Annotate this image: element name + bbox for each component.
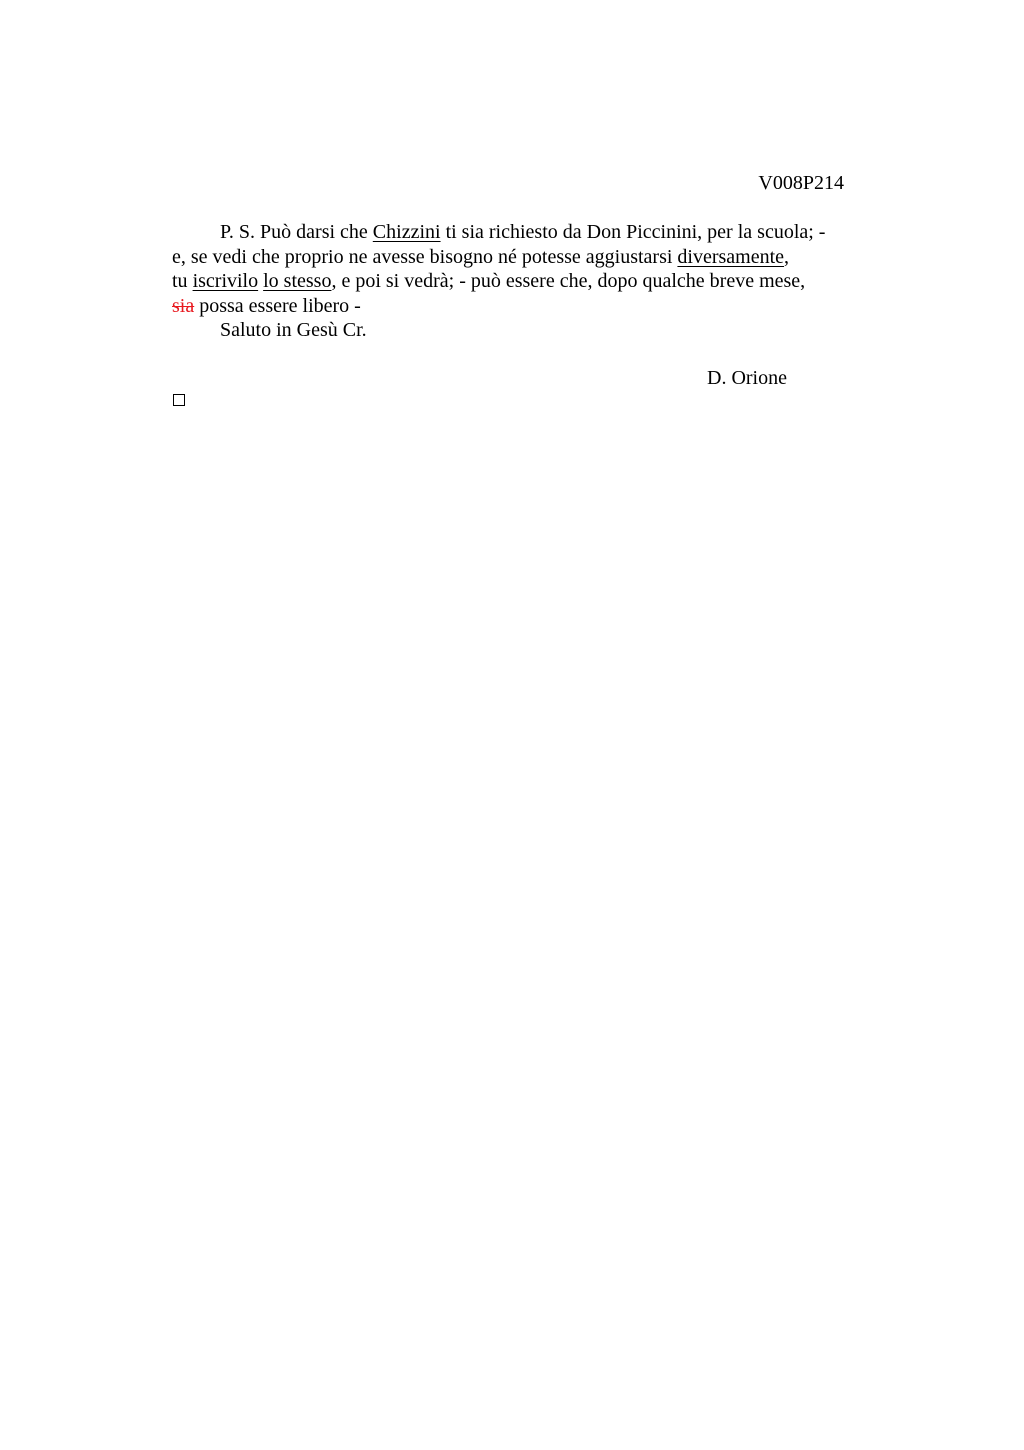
underlined-phrase-lo-stesso: lo stesso bbox=[263, 270, 332, 292]
text-line-1 bbox=[172, 220, 872, 245]
text-line-4 bbox=[172, 294, 872, 319]
signature: D. Orione bbox=[707, 367, 787, 389]
text-segment: P. S. Può darsi che bbox=[220, 221, 373, 243]
text-line-2 bbox=[172, 245, 872, 270]
text-line-3 bbox=[172, 269, 872, 294]
text-segment: possa essere libero - bbox=[194, 294, 361, 317]
text-segment: e, se vedi che proprio ne avesse bisogno né potesse aggiustarsi bbox=[172, 245, 678, 268]
underlined-word-iscrivilo: iscrivilo bbox=[192, 270, 259, 292]
postscript-body bbox=[172, 220, 872, 343]
deleted-word-sia: sia bbox=[172, 294, 195, 317]
underlined-word-diversamente: diversamente bbox=[677, 245, 785, 268]
text-segment: , bbox=[784, 245, 790, 268]
document-code: V008P214 bbox=[758, 172, 844, 194]
text-line-closing bbox=[172, 318, 872, 343]
closing-greeting: Saluto in Gesù Cr. bbox=[220, 319, 367, 341]
text-segment: , e poi si vedrà; - può essere che, dopo qualche breve mese, bbox=[331, 270, 806, 292]
underlined-name-chizzini: Chizzini bbox=[372, 221, 441, 243]
text-segment: tu bbox=[172, 270, 193, 292]
end-marker-square-icon bbox=[173, 394, 185, 406]
text-segment: ti sia richiesto da Don Piccinini, per la scuola; - bbox=[440, 221, 826, 243]
